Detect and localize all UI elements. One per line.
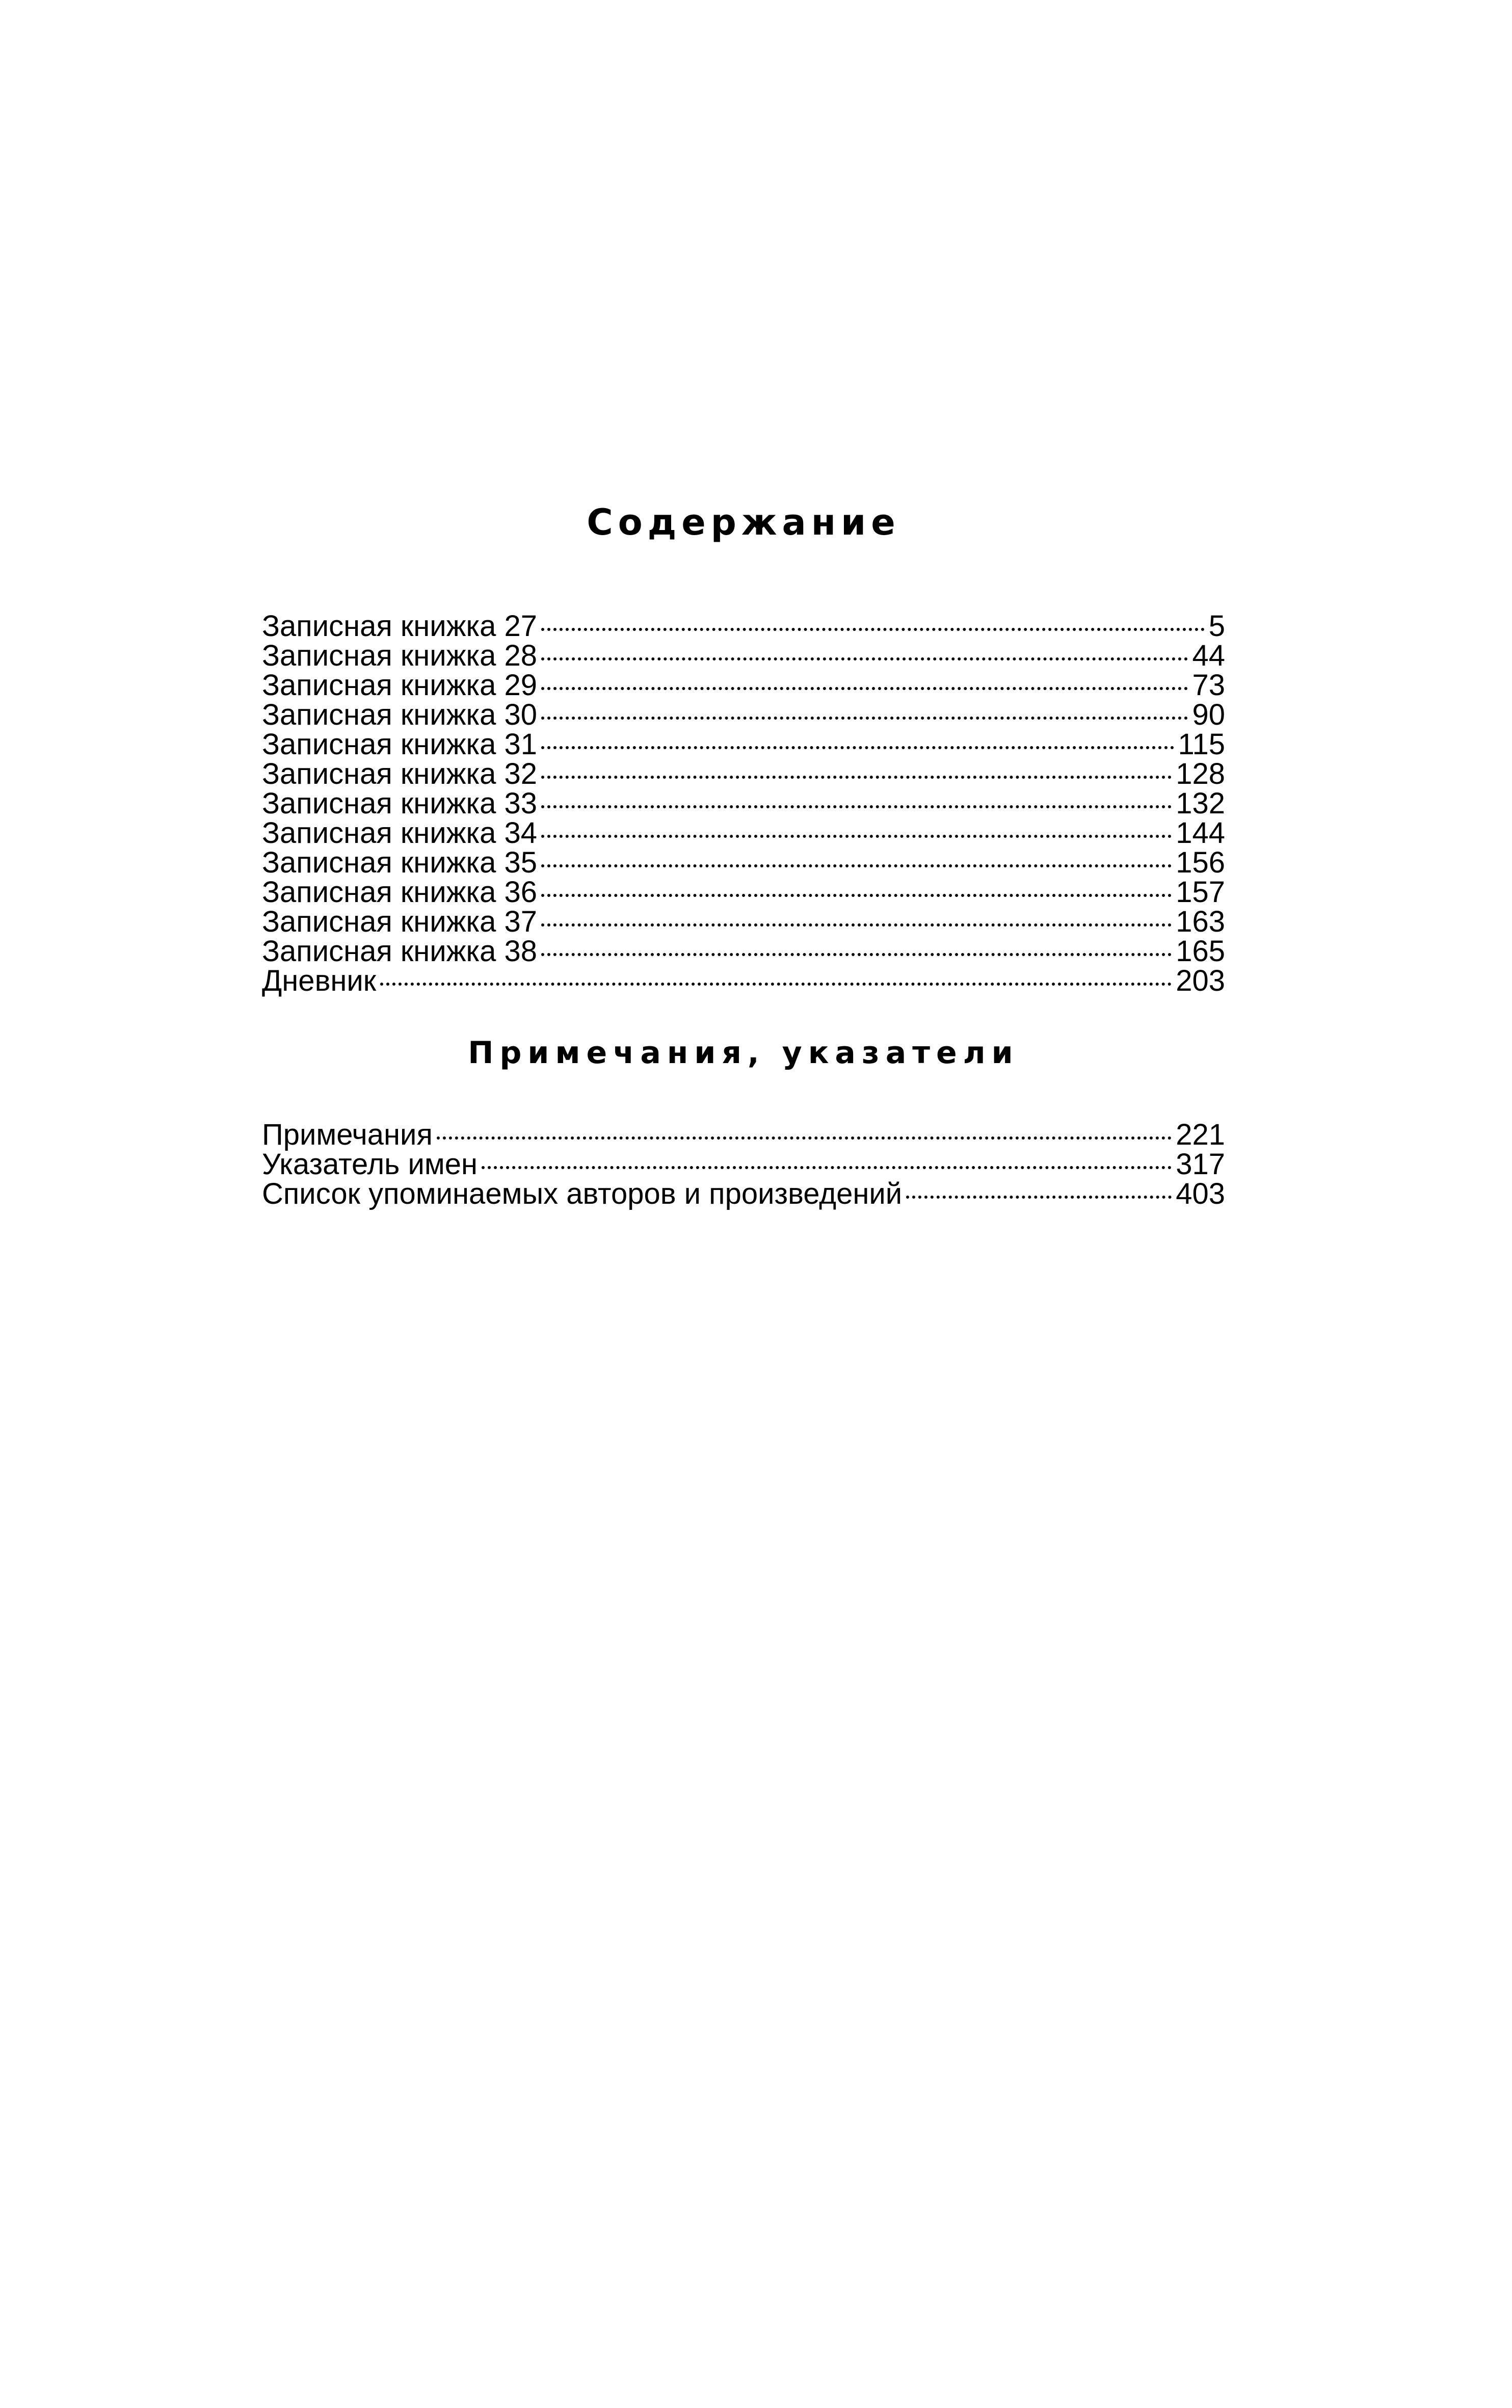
dot-leader — [541, 695, 1188, 725]
toc-entry-page: 90 — [1192, 698, 1225, 731]
toc-entry-label: Записная книжка 29 — [262, 669, 538, 702]
dot-leader — [906, 1174, 1172, 1204]
toc-entry-page: 156 — [1176, 846, 1225, 879]
toc-entry-page: 163 — [1176, 905, 1225, 938]
toc-entry[interactable] — [262, 725, 1225, 761]
notes-list — [262, 1115, 1225, 1210]
toc-entry-label: Записная книжка 34 — [262, 816, 538, 850]
toc-entry-page: 203 — [1176, 964, 1225, 997]
toc-entry[interactable] — [262, 606, 1225, 643]
dot-leader — [541, 813, 1172, 843]
toc-entry-label: Записная книжка 30 — [262, 698, 538, 731]
toc-entry[interactable] — [262, 872, 1225, 909]
toc-entry-label: Записная книжка 36 — [262, 876, 538, 909]
contents-title: Содержание — [587, 501, 900, 543]
toc-entry[interactable] — [262, 784, 1225, 820]
dot-leader — [541, 784, 1172, 813]
dot-leader — [541, 606, 1205, 636]
toc-entry-label: Записная книжка 28 — [262, 639, 538, 672]
toc-entry-label: Записная книжка 37 — [262, 905, 538, 938]
dot-leader — [541, 872, 1172, 902]
dot-leader — [482, 1145, 1172, 1174]
dot-leader — [541, 932, 1172, 961]
toc-entry-page: 221 — [1176, 1118, 1225, 1151]
toc-entry[interactable] — [262, 813, 1225, 850]
toc-entry[interactable] — [262, 1115, 1225, 1151]
toc-entry-label: Записная книжка 27 — [262, 610, 538, 643]
toc-entry[interactable] — [262, 961, 1225, 997]
toc-entry-page: 44 — [1192, 639, 1225, 672]
toc-entry[interactable] — [262, 1174, 1225, 1210]
dot-leader — [541, 902, 1172, 932]
table-of-contents — [262, 501, 1225, 1210]
toc-entry-label: Дневник — [262, 964, 377, 997]
toc-entry-page: 5 — [1208, 610, 1225, 643]
toc-entry-page: 144 — [1176, 816, 1225, 850]
toc-entry-page: 115 — [1178, 728, 1225, 761]
toc-entry-label: Записная книжка 32 — [262, 757, 538, 790]
toc-entry[interactable] — [262, 666, 1225, 702]
toc-entry-page: 165 — [1176, 935, 1225, 968]
toc-entry-label: Записная книжка 31 — [262, 728, 538, 761]
dot-leader — [380, 961, 1172, 991]
toc-entry[interactable] — [262, 843, 1225, 879]
dot-leader — [541, 636, 1188, 666]
toc-entry-page: 157 — [1176, 876, 1225, 909]
toc-entry-page: 317 — [1176, 1148, 1225, 1181]
toc-entry[interactable] — [262, 636, 1225, 672]
toc-entry-label: Указатель имен — [262, 1148, 478, 1181]
contents-list — [262, 606, 1225, 997]
toc-entry-label: Примечания — [262, 1118, 433, 1151]
toc-entry[interactable] — [262, 754, 1225, 790]
toc-entry-label: Записная книжка 38 — [262, 935, 538, 968]
dot-leader — [541, 725, 1174, 754]
notes-section-title: Примечания, указатели — [468, 1035, 1019, 1071]
toc-entry-page: 128 — [1176, 757, 1225, 790]
dot-leader — [541, 843, 1172, 872]
toc-entry[interactable] — [262, 695, 1225, 731]
toc-entry[interactable] — [262, 902, 1225, 938]
dot-leader — [437, 1115, 1172, 1145]
toc-entry-page: 403 — [1176, 1177, 1225, 1210]
dot-leader — [541, 666, 1188, 695]
toc-entry-label: Записная книжка 33 — [262, 787, 538, 820]
toc-entry[interactable] — [262, 932, 1225, 968]
toc-entry-label: Список упоминаемых авторов и произведений — [262, 1177, 903, 1210]
toc-entry-label: Записная книжка 35 — [262, 846, 538, 879]
toc-entry[interactable] — [262, 1145, 1225, 1181]
toc-entry-page: 132 — [1176, 787, 1225, 820]
toc-entry-page: 73 — [1192, 669, 1225, 702]
dot-leader — [541, 754, 1172, 784]
